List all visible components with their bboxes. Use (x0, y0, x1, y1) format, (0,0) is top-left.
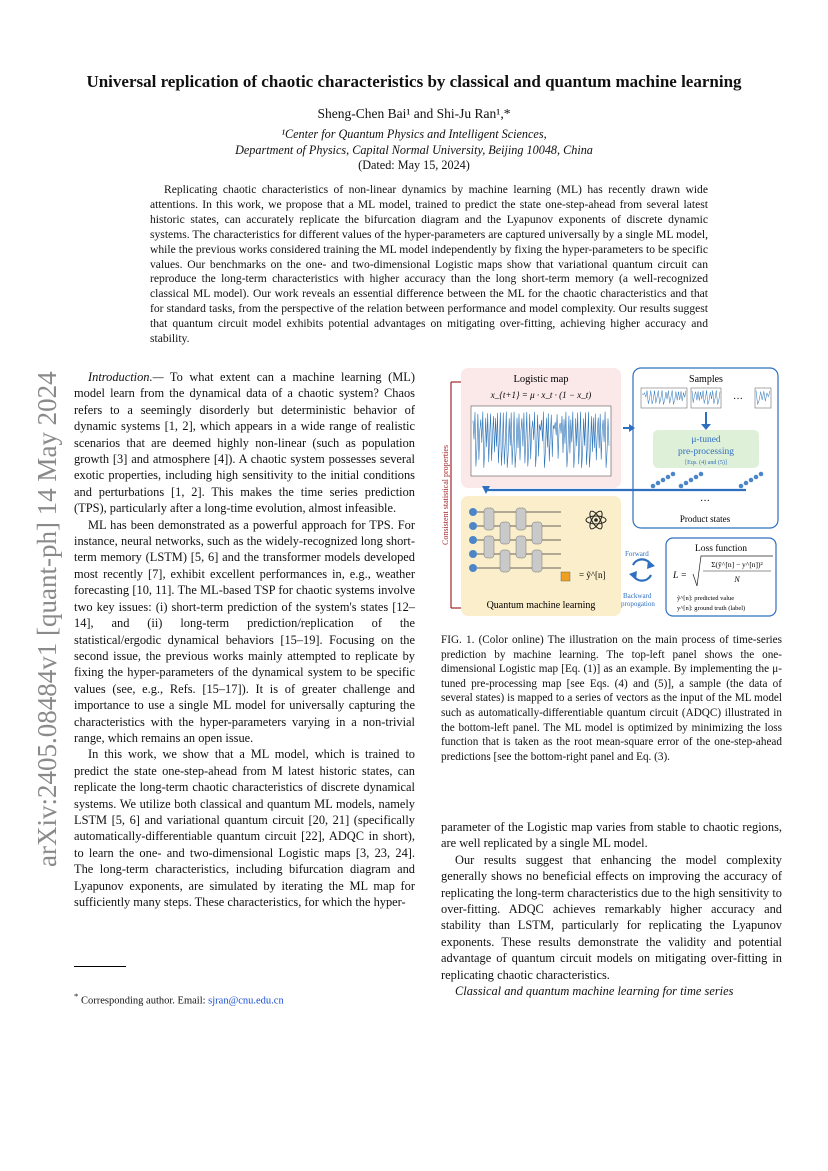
product-state-node (699, 472, 704, 477)
product-states-ellipsis: ··· (700, 496, 710, 507)
samples-ellipsis: ··· (733, 394, 743, 405)
qubit-input (469, 522, 477, 530)
product-state-node (739, 484, 744, 489)
ml-paragraph: ML has been demonstrated as a powerful approach for TPS. For instance, neural networks, such as the widely-recognized long short-term memory (LSTM) [5, 6] and the transformer models developed most recently [7], exhibit excellent performances in, e.g., weather forecasting [10, 11]. The ML-based TSP for chaotic systems involve two key issues: (i) short-term prediction of the system's states [12–14], and (ii) long-term prediction/replication of the statistical/ergodic dynamical behaviors [15–19]. Focusing on the second issue, the previous works mainly attempted to replicate by fixing the hyper-parameters of the dynamical system to be specific values (see, e.g., Refs. [15–17]). It is of greater challenge and importance to use a single ML model for universally capturing the characteristics with the hyper-parameters varying in a non-trivial range, which remains an open issue. (74, 517, 415, 745)
footnote-text: Corresponding author. Email: (78, 995, 209, 1007)
two-qubit-gate (516, 536, 526, 558)
author-list: Sheng-Chen Bai¹ and Shi-Ju Ran¹,* (317, 106, 511, 121)
left-column (74, 369, 415, 910)
product-state-node (759, 472, 764, 477)
forward-label: Forward (625, 550, 649, 558)
product-states-label: Product states (679, 514, 731, 524)
two-qubit-gate (484, 508, 494, 530)
product-state-node (694, 475, 699, 480)
cycle-icon (629, 559, 655, 580)
right-column (441, 819, 782, 999)
preproc-line-1: μ-tuned (691, 435, 721, 445)
two-qubit-gate (516, 508, 526, 530)
product-state-node (684, 481, 689, 486)
loss-L: L = (673, 571, 687, 581)
arxiv-identifier (14, 340, 74, 870)
intro-heading: Introduction.— (88, 370, 164, 384)
preproc-ref: [Eqs. (4) and (5)] (685, 460, 727, 466)
product-state-node (661, 478, 666, 483)
qubit-input (469, 508, 477, 516)
section-heading-classical-quantum: Classical and quantum machine learning for time series (455, 984, 734, 999)
legend-truth: y^[n]: ground truth (label) (677, 605, 746, 612)
footnote-rule (74, 966, 126, 967)
samples-title: Samples (689, 374, 723, 385)
two-qubit-gate (532, 550, 542, 572)
footnote (74, 991, 284, 1007)
product-state-node (679, 484, 684, 489)
two-qubit-gate (500, 522, 510, 544)
preproc-line-2: pre-processing (678, 447, 734, 457)
product-state-node (744, 481, 749, 486)
product-state-node (689, 478, 694, 483)
qml-label: Quantum machine learning (486, 600, 596, 611)
right-paragraph-1: parameter of the Logistic map varies from stable to chaotic regions, are well replicated by a single ML model. (441, 820, 782, 851)
qubit-input (469, 536, 477, 544)
paper-title: Universal replication of chaotic characteristics by classical and quantum machine learning (86, 72, 742, 91)
backward-label-2: propogation (621, 600, 655, 608)
product-state-node (671, 472, 676, 477)
email-link[interactable]: sjran@cnu.edu.cn (208, 995, 284, 1007)
two-qubit-gate (500, 550, 510, 572)
arxiv-id-text: arXiv:2405.08484v1 [quant-ph] 14 May 2024 (32, 371, 62, 867)
figure-caption: FIG. 1. (Color online) The illustration on the main process of time-series prediction by machine learning. The top-left panel shows the one-dimensional Logistic map [Eq. (1)] as an example. By implementing the μ-tuned pre-processing map [see Eqs. (4) and (5)], a sample (the data of several states) is mapped to a series of vectors as the input of the ML model such as automatically-differentiable quantum circuit (ADQC) illustrated in the bottom-left panel. The ML model is optimized by minimizing the loss function that is taken as the root mean-square error of the one-step-ahead predictions [see the bottom-right panel and Eq. (3). (441, 634, 782, 763)
right-paragraph-2: Our results suggest that enhancing the model complexity generally shows no beneficial effects on improving the accuracy of replicating the long-term characteristics due to the high sensitivity to over-fitting. ADQC achieves remarkably higher accuracy and stability than LSTM, particularly for replicating the Lyapunov exponents. These results demonstrate the validity and potential advantage of quantum circuit models on mitigating over-fitting in replicating chaotic characteristics. (441, 852, 782, 982)
abstract: Replicating chaotic characteristics of non-linear dynamics by machine learning (ML) has recently drawn wide attentions. In this work, we propose that a ML model, trained to predict the state one-step-ahead from several latest historic states, can accurately replicate the bifurcation diagram and the Lyapunov exponents of discrete dynamic systems. The characteristics for different values of the hyper-parameters are captured universally by a single ML model, while the previous works considered training the ML model independently by fixing the hyper-parameters to be specific values. Our benchmarks on the one- and two-dimensional Logistic maps show that variational quantum circuit can reproduce the long-term characteristics with higher accuracy than the long short-term memory (a well-recognized classical ML model). Our work reveals an essential difference between the ML for the chaotic characteristics and that for standard tasks, from the perspective of the relation between performance and model complexity. Our results suggest that quantum circuit model exhibits potential advantages on mitigating over-fitting, achieving higher accuracy and stability. (150, 183, 708, 346)
product-state-node (656, 481, 661, 486)
loss-title: Loss function (695, 544, 747, 554)
logistic-equation: x_{t+1} = μ · x_t · (1 − x_t) (490, 390, 592, 400)
qubit-input (469, 564, 477, 572)
figure-1 (441, 360, 782, 630)
this-work-paragraph: In this work, we show that a ML model, which is trained to predict the state one-step-ahead from M latest historic states, can replicate the long-term chaotic characteristics of discrete dynamical systems. We utilize both classical and quantum ML models, namely LSTM [5, 6] and variational quantum circuit [20, 21] (specifically automatically-differentiable quantum circuit [22], ADQC in short), to learn the one- and two-dimensional Logistic maps [3, 23, 24]. The long-term characteristics, including bifurcation diagram and Lyapunov exponents, are simulated by iterating the ML map for sufficiently many steps. These characteristics, for which the hyper- (74, 747, 415, 909)
prediction-symbol: = ỹ^[n] (579, 570, 606, 580)
intro-paragraph (74, 369, 415, 517)
loss-numerator: Σ(ỹ^[n] − y^[n])² (711, 560, 763, 569)
legend-predicted: ỹ^[n]: predicted value (677, 595, 735, 602)
product-state-node (666, 475, 671, 480)
affiliation-block (0, 127, 828, 174)
logistic-title: Logistic map (513, 374, 569, 385)
date-line: (Dated: May 15, 2024) (358, 158, 470, 172)
backward-label-1: Backward (623, 592, 652, 600)
two-qubit-gate (532, 522, 542, 544)
loss-denominator: N (734, 575, 740, 584)
product-state-node (651, 484, 656, 489)
affiliation-line-2: Department of Physics, Capital Normal University, Beijing 10048, China (235, 142, 593, 157)
qubit-input (469, 550, 477, 558)
footnote-marker: * (74, 991, 79, 1001)
product-state-node (749, 478, 754, 483)
product-state-node (754, 475, 759, 480)
side-label: Consistent statistical properties (441, 445, 450, 545)
intro-text: To what extent can a machine learning (ML) model learn from the dynamical data of a chaotic system? Chaos refers to a seemingly disorderly but deterministic behavior of dynamic systems [1, 2], which appears in a wide range of realistic scenarios that are deemed highly non-linear (such as population growth [3] and atmosphere [4]). A chaotic system possesses several exotic properties, including high sensitivity to the initial conditions and perturbations [1, 2]. This makes the time series prediction (TPS), particularly after a long-time evolution, almost infeasible. (74, 370, 415, 516)
two-qubit-gate (484, 536, 494, 558)
affiliation-line-1: ¹Center for Quantum Physics and Intelligent Sciences, (281, 127, 547, 141)
